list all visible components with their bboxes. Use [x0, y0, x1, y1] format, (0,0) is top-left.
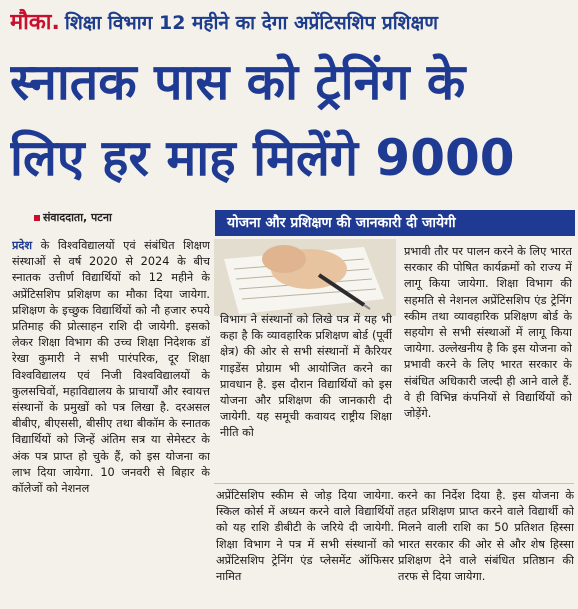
article-column-3 [404, 244, 572, 480]
lead-word: प्रदेश [12, 239, 33, 252]
divider [214, 483, 574, 484]
article-column-2 [220, 312, 392, 480]
kicker-tag: मौका. [10, 10, 60, 35]
column-5-text: करने का निर्देश दिया है. इस योजना के तहत प्रशिक्षण प्राप्त करने वाले विद्यार्थी को मिलने वाली राशि का 50 प्रतिशत हिस्सा भारत सरकार की ओर से और शेष हिस्सा प्रशिक्षण देने वाले संबंधित प्रतिष्ठान की तरफ से दिया जायेगा. [398, 489, 574, 584]
article-column-1 [12, 238, 210, 608]
photo-writing-hand [214, 239, 396, 316]
column-2-text: विभाग ने संस्थानों को लिखे पत्र में यह भी कहा है कि व्यावहारिक प्रशिक्षण बोर्ड (पूर्वी क्षेत्र) की ओर से सभी संस्थानों में कैरियर गाइडेंस प्रोग्राम भी आयोजित करने का प्रावधान है. इस दौरान विद्यार्थियों को इस योजना और प्रशिक्षण की जानकारी दी जायेगी. यह समूची कवायद राष्ट्रीय शिक्षा नीति को [220, 313, 392, 440]
headline-line-2: लिए हर माह मिलेंगे 9000 [10, 129, 515, 187]
article-column-4 [216, 488, 394, 608]
section-banner: योजना और प्रशिक्षण की जानकारी दी जायेगी [215, 210, 575, 236]
kicker [10, 6, 570, 42]
column-3-text: प्रभावी तौर पर पालन करने के लिए भारत सरकार की पोषित कार्यक्रमों को राज्य में लागू किया जायेगा. शिक्षा विभाग की सहमति से नेशनल अप्रेंटिसशिप एंड ट्रेनिंग स्कीम तथा व्यावहारिक प्रशिक्षण बोर्ड के सहयोग से सभी संस्थाओं में लागू किया जायेगा. उल्लेखनीय है कि इस योजना को प्रभावी करने के लिए भारत सरकार के संबंधित अधिकारी जल्दी ही आने वाले हैं. वे ही विभिन्न कंपनियों से विद्यार्थियों को जोड़ेंगे. [404, 245, 572, 421]
column-4-text: अप्रेंटिसशिप स्कीम से जोड़ दिया जायेगा. स्किल कोर्स में अध्यन करने वाले विद्यार्थियों को यह राशि डीबीटी के जरिये दी जायेगी. शिक्षा विभाग ने पत्र में सभी संस्थानों को अप्रेंटिसशिप ट्रेनिंग एंड प्लेसमेंट ऑफिसर नामित [216, 489, 394, 584]
byline [34, 210, 112, 225]
byline-text: संवाददाता, पटना [43, 211, 112, 224]
headline-line-1: स्नातक पास को ट्रेनिंग के [10, 53, 466, 111]
article-column-5 [398, 488, 574, 608]
column-1-text: के विश्वविद्यालयों एवं संबंधित शिक्षण संस्थाओं से वर्ष 2020 से 2024 के बीच स्नातक उत्तीर्ण विद्यार्थियों को 12 महीने के अप्रेंटिसशिप प्रशिक्षण का मौका दिया जायेगा. प्रशिक्षण के इच्छुक विद्यार्थियों को नौ हजार रुपये प्रतिमाह की प्रोत्साहन राशि दी जायेगी. इसको लेकर शिक्षा विभाग की उच्च शिक्षा निदेशक डॉ रेखा कुमारी ने सभी पारंपरिक, दूर शिक्षा विश्वविद्यालय एवं निजी विश्वविद्यालयों के कुलसचिवों, महाविद्यालय के प्राचार्यों और स्वायत्त संस्थानों के प्रमुखों को पत्र लिखा है. दरअसल बीबीए, बीएससी, बीसीए तथा बीकॉम के स्नातक विद्यार्थियों को जिन्हें अंतिम सत्र या सेमेस्टर के अंक पत्र प्राप्त हो चुके हैं, को इस योजना का लाभ दिया जायेगा. 10 जनवरी से बिहार के कॉलेजों को नेशनल [12, 239, 210, 496]
byline-marker-icon [34, 215, 40, 221]
photo-illustration [214, 239, 396, 316]
kicker-text: शिक्षा विभाग 12 महीने का देगा अप्रेंटिसशिप प्रशिक्षण [64, 12, 438, 34]
